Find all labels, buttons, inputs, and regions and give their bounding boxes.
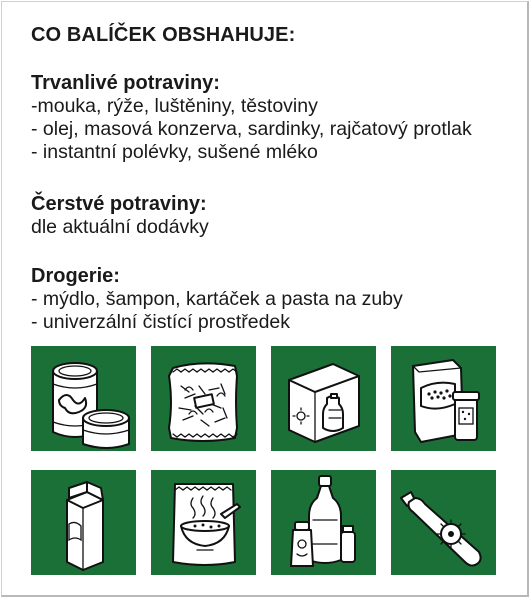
list-item: dle aktuální dodávky [31,216,209,238]
section-heading: Čerstvé potraviny: [31,193,207,215]
instant-soup-icon [151,470,256,575]
milk-powder-box-icon [271,346,376,451]
page-title: CO BALÍČEK OBSHAHUJE: [31,24,296,46]
section-trvanlive-potraviny [31,72,472,164]
toiletries-icon [271,470,376,575]
tile-flour-spice [391,346,496,451]
section-drogerie [31,265,403,334]
list-item: - mýdlo, šampon, kartáček a pasta na zuby [31,288,403,310]
tile-milk-carton [31,470,136,575]
cleaning-bottle-icon [391,470,496,575]
pasta-bag-icon [151,346,256,451]
tile-milk-powder [271,346,376,451]
tile-instant-soup [151,470,256,575]
list-item: - olej, masová konzerva, sardinky, rajčatový protlak [31,118,472,140]
tile-pasta-bag [151,346,256,451]
milk-carton-icon [31,470,136,575]
list-item: - univerzální čistící prostředek [31,311,291,333]
list-item: -mouka, rýže, luštěniny, těstoviny [31,95,318,117]
list-item: - instantní polévky, sušené mléko [31,141,318,163]
section-heading: Drogerie: [31,265,120,287]
canned-food-icon [31,346,136,451]
section-cerstve-potraviny [31,193,209,239]
tile-toiletries [271,470,376,575]
flour-and-spice-icon [391,346,496,451]
section-heading: Trvanlivé potraviny: [31,72,220,94]
tile-cleaning-bottle [391,470,496,575]
tile-canned-food [31,346,136,451]
